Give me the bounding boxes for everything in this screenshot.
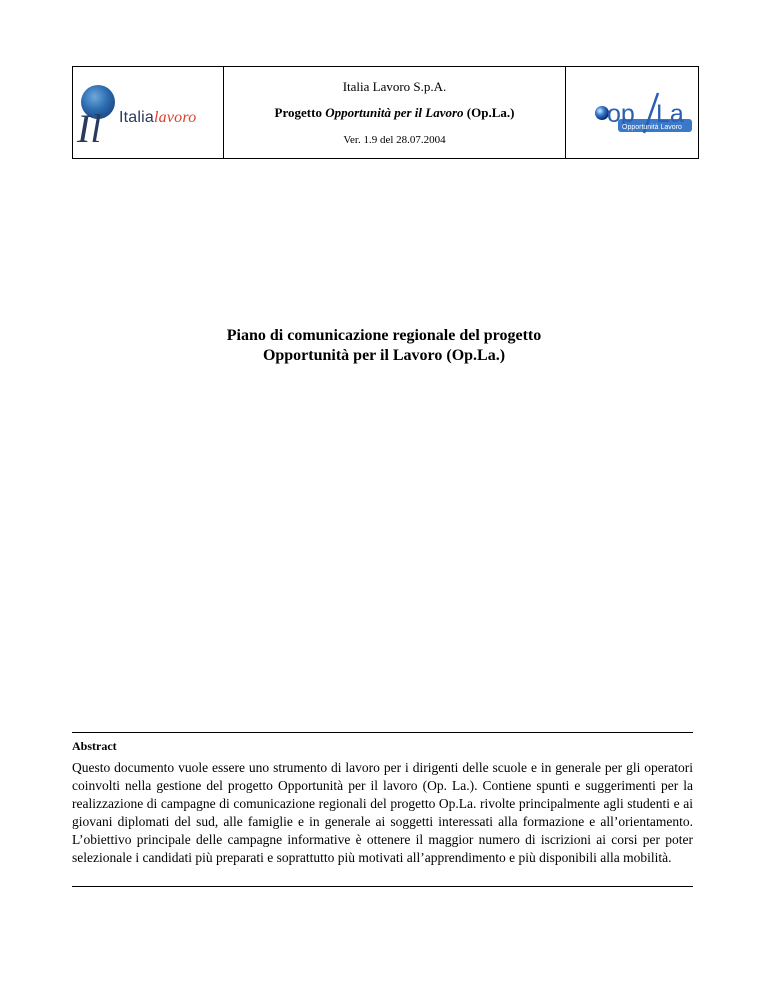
header-right-cell	[565, 67, 698, 158]
project-name: Progetto Opportunità per il Lavoro (Op.La.)	[274, 105, 515, 120]
company-name: Italia Lavoro S.p.A.	[342, 79, 447, 94]
italialavoro-logo	[73, 67, 223, 160]
abstract-bottom-rule	[72, 886, 693, 887]
document-title-line2: Opportunità per il Lavoro (Op.La.)	[262, 347, 506, 364]
italialavoro-wordmark: Italialavoro	[119, 109, 197, 126]
document-title-line1: Piano di comunicazione regionale del progetto	[226, 327, 542, 344]
document-version: Ver. 1.9 del 28.07.2004	[343, 134, 446, 146]
abstract-top-rule	[72, 732, 693, 733]
abstract-text: Questo documento vuole essere uno strumento di lavoro per i dirigenti delle scuole e in generale per gli operatori coinvolti nella gestione del progetto Opportunità per il lavoro (Op. La.). Contiene spunti e suggerimenti per la realizzazione di campagne di comunicazione regionali del progetto Op.La. rivolte principalmente agli studenti e ai giovani diplomati del sud, alle famiglie e in generale ai soggetti interessati alla formazione e all’orientamento. L’obiettivo principale delle campagne informative è ottenere il maggior numero di iscrizioni ai corsi per poter selezionale i candidati più preparati e soprattutto più motivati all’apprendimento e più disponibili alla mobilità.	[72, 760, 693, 865]
abstract-label: Abstract	[72, 739, 117, 753]
svg-text:La: La	[656, 100, 684, 128]
opla-logo-icon	[566, 67, 698, 160]
svg-text:op: op	[607, 100, 635, 128]
header-table	[72, 66, 699, 159]
document-title	[0, 326, 768, 366]
header-left-cell	[73, 67, 224, 158]
opla-subtitle: Opportunità Lavoro	[622, 124, 682, 131]
svg-text:Il: Il	[77, 106, 102, 151]
header-center-cell	[224, 67, 565, 158]
opla-logo	[566, 67, 698, 160]
